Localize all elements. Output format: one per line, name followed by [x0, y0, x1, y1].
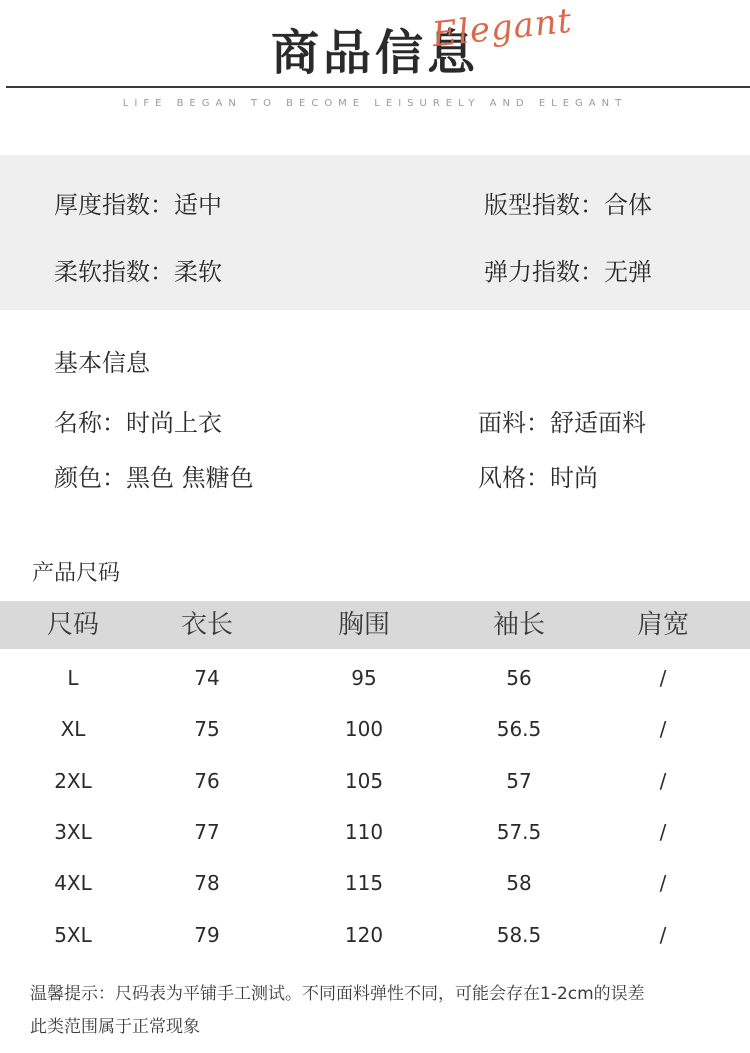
- product-color: 颜色：黑色 焦糖色: [54, 464, 254, 492]
- table-cell: 57.5: [496, 820, 542, 844]
- table-cell: 100: [344, 717, 384, 741]
- product-style: 风格：时尚: [478, 464, 598, 492]
- column-header: 尺码: [46, 610, 99, 640]
- table-cell: /: [659, 769, 667, 793]
- table-cell: 58.5: [496, 923, 542, 947]
- size-table-header: [0, 601, 750, 649]
- size-table-heading: 产品尺码: [32, 561, 121, 586]
- softness-index: 柔软指数：柔软: [54, 258, 222, 286]
- page-header: [0, 0, 750, 130]
- column-header: 袖长: [492, 610, 545, 640]
- page-title: 商品信息: [270, 25, 479, 81]
- table-cell: 78: [194, 871, 220, 895]
- table-cell: 110: [344, 820, 384, 844]
- table-cell: 56.5: [496, 717, 542, 741]
- table-cell: 95: [351, 666, 377, 690]
- table-cell: 2XL: [54, 769, 92, 793]
- elegant-script-logo: Elegant: [430, 0, 575, 56]
- column-header: 胸围: [337, 610, 390, 640]
- table-cell: XL: [60, 717, 86, 741]
- column-header: 衣长: [180, 610, 233, 640]
- thickness-index: 厚度指数：适中: [54, 191, 222, 219]
- table-cell: 58: [506, 871, 532, 895]
- product-fabric: 面料：舒适面料: [478, 409, 646, 437]
- product-name: 名称：时尚上衣: [54, 409, 222, 437]
- table-cell: 74: [194, 666, 220, 690]
- table-cell: 4XL: [54, 871, 92, 895]
- care-note-line-1: 温馨提示：尺码表为平铺手工测试。不同面料弹性不同，可能会存在1-2cm的误差: [30, 984, 645, 1004]
- elasticity-index: 弹力指数：无弹: [484, 258, 652, 286]
- column-header: 肩宽: [636, 610, 689, 640]
- table-cell: L: [67, 666, 79, 690]
- table-cell: 56: [506, 666, 532, 690]
- index-panel: [0, 155, 750, 310]
- table-cell: 105: [344, 769, 384, 793]
- table-cell: 75: [194, 717, 220, 741]
- table-cell: 79: [194, 923, 220, 947]
- table-cell: 77: [194, 820, 220, 844]
- table-cell: /: [659, 820, 667, 844]
- header-divider: [6, 86, 750, 88]
- fit-index: 版型指数：合体: [484, 191, 652, 219]
- table-cell: 57: [506, 769, 532, 793]
- care-note-line-2: 此类范围属于正常现象: [30, 1017, 200, 1037]
- table-cell: 115: [344, 871, 384, 895]
- table-cell: 5XL: [54, 923, 92, 947]
- table-cell: /: [659, 717, 667, 741]
- table-cell: 3XL: [54, 820, 92, 844]
- table-cell: /: [659, 871, 667, 895]
- table-cell: 76: [194, 769, 220, 793]
- basic-info-heading: 基本信息: [54, 349, 150, 377]
- table-cell: 120: [344, 923, 384, 947]
- table-cell: /: [659, 923, 667, 947]
- header-subtitle: LIFE BEGAN TO BECOME LEISURELY AND ELEGANT: [122, 98, 628, 109]
- table-cell: /: [659, 666, 667, 690]
